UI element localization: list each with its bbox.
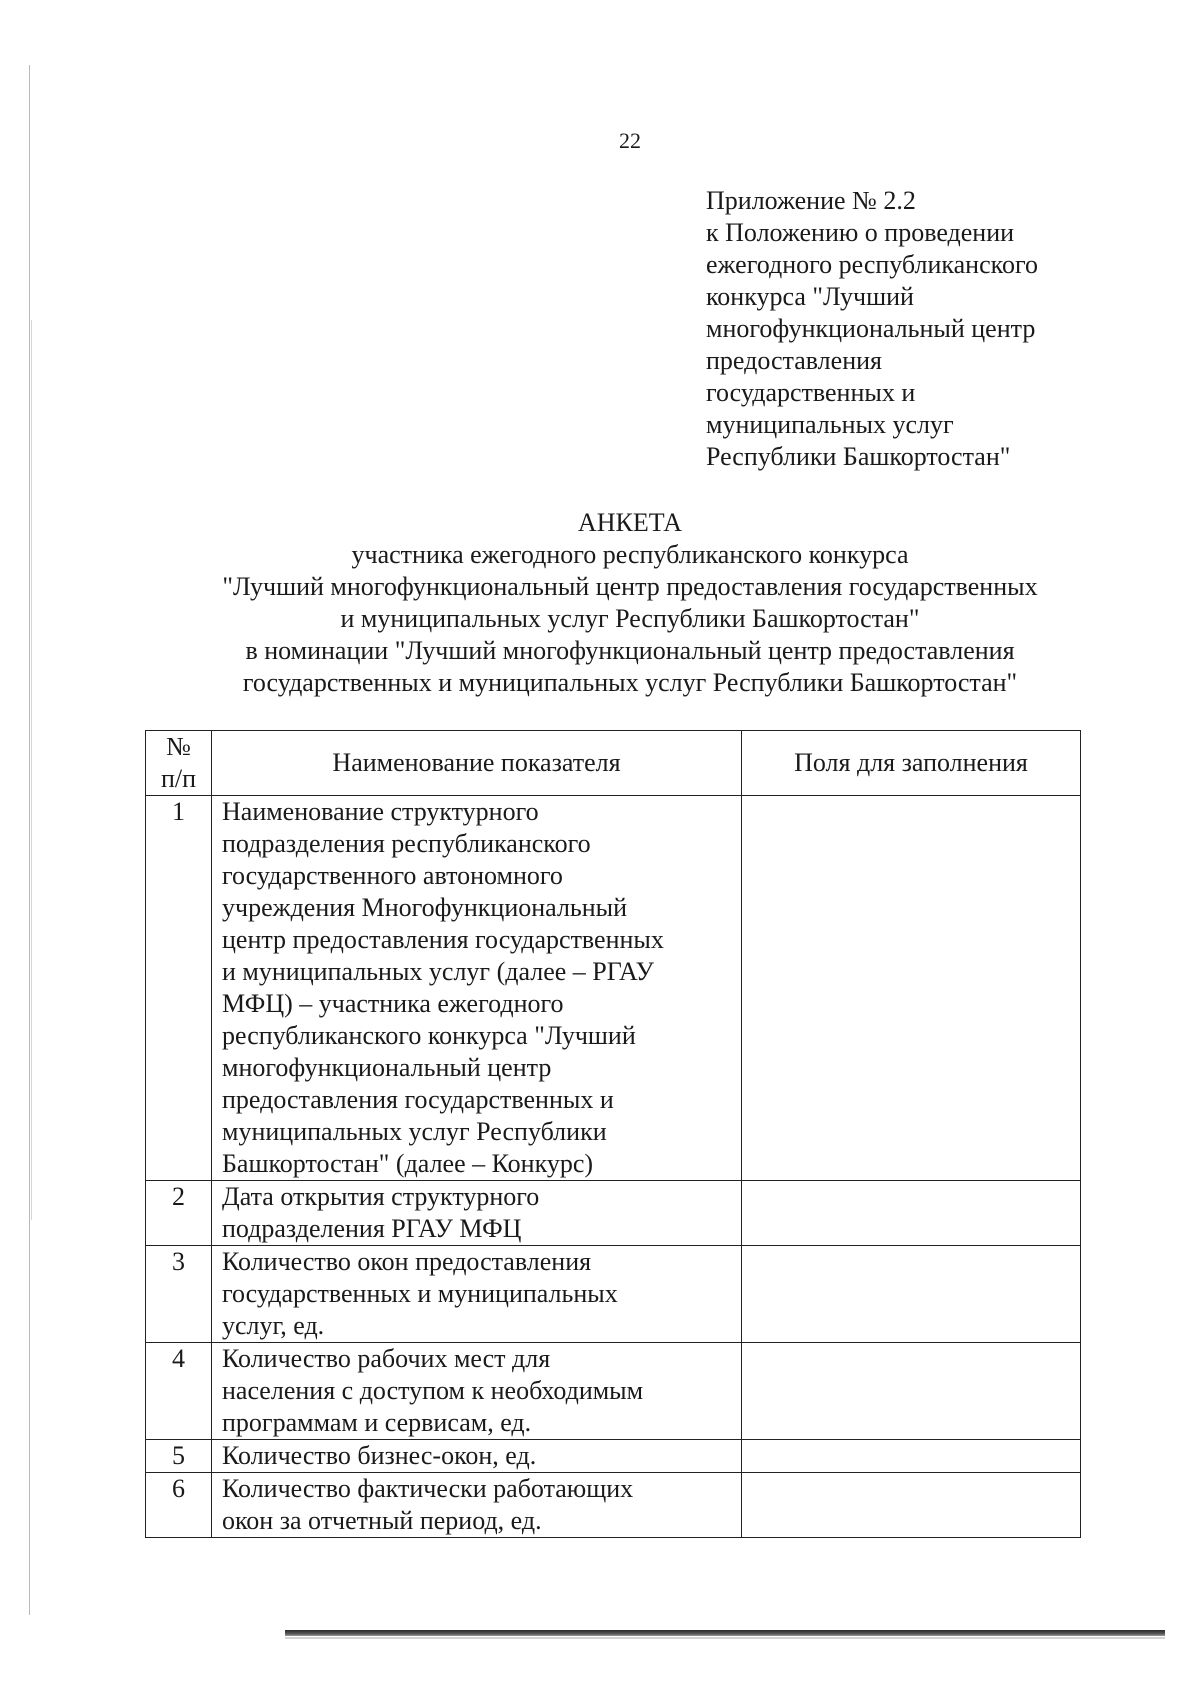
- appendix-line: муниципальных услуг: [706, 410, 954, 439]
- table-row: [146, 1343, 1081, 1440]
- appendix-line: государственных и: [706, 378, 916, 407]
- appendix-line: многофункциональный центр: [706, 314, 1036, 343]
- row-text-line: многофункциональный центр: [222, 1053, 552, 1082]
- fill-field-cell[interactable]: [742, 1473, 1081, 1538]
- row-number: 1: [146, 796, 212, 1181]
- fill-field-cell[interactable]: [742, 1343, 1081, 1440]
- row-text-line: МФЦ) – участника ежегодного: [222, 989, 564, 1018]
- appendix-line: Приложение № 2.2: [706, 186, 916, 215]
- table-row: [146, 1473, 1081, 1538]
- row-text-line: и муниципальных услуг (далее – РГАУ: [222, 957, 654, 986]
- row-text-line: Количество рабочих мест для: [222, 1344, 551, 1373]
- row-indicator-name: [212, 1440, 742, 1473]
- table-row: [146, 1440, 1081, 1473]
- row-text-line: окон за отчетный период, ед.: [222, 1506, 542, 1535]
- row-text-line: центр предоставления государственных: [222, 925, 664, 954]
- row-indicator-name: [212, 1473, 742, 1538]
- table-row: [146, 1181, 1081, 1246]
- fill-field-cell[interactable]: [742, 1440, 1081, 1473]
- header-number-label: п/п: [160, 764, 197, 793]
- table-row: [146, 796, 1081, 1181]
- row-number: 3: [146, 1246, 212, 1343]
- header-number: [146, 731, 212, 796]
- row-indicator-name: [212, 1246, 742, 1343]
- row-text-line: подразделения РГАУ МФЦ: [222, 1214, 522, 1243]
- row-text-line: подразделения республиканского: [222, 829, 591, 858]
- row-text-line: населения с доступом к необходимым: [222, 1376, 644, 1405]
- table-row: [146, 1246, 1081, 1343]
- row-number: 5: [146, 1440, 212, 1473]
- scan-edge-line-faint: [31, 320, 32, 1220]
- survey-table: [145, 730, 1081, 1538]
- fill-field-cell[interactable]: [742, 1246, 1081, 1343]
- row-number: 2: [146, 1181, 212, 1246]
- appendix-note: [706, 185, 1126, 473]
- row-text-line: муниципальных услуг Республики: [222, 1117, 607, 1146]
- scan-edge-line: [29, 65, 30, 1615]
- appendix-line: конкурса "Лучший: [706, 282, 914, 311]
- header-indicator-name: Наименование показателя: [212, 731, 742, 796]
- page-number: 22: [619, 128, 641, 153]
- row-text-line: услуг, ед.: [222, 1311, 325, 1340]
- header-number-symbol: №: [166, 732, 191, 761]
- row-text-line: учреждения Многофункциональный: [222, 893, 628, 922]
- row-indicator-name: [212, 1181, 742, 1246]
- appendix-line: ежегодного республиканского: [706, 250, 1038, 279]
- scan-edge-bar-shadow: [285, 1637, 1165, 1639]
- row-text-line: Количество фактически работающих: [222, 1474, 634, 1503]
- scan-edge-bar: [285, 1630, 1165, 1636]
- row-text-line: предоставления государственных и: [222, 1085, 614, 1114]
- row-text-line: Дата открытия структурного: [222, 1182, 540, 1211]
- appendix-line: Республики Башкортостан": [706, 442, 1011, 471]
- row-text-line: Башкортостан" (далее – Конкурс): [222, 1149, 594, 1178]
- title-line: "Лучший многофункциональный центр предоставления государственных: [222, 572, 1038, 601]
- header-fill-field: Поля для заполнения: [742, 731, 1081, 796]
- row-text-line: Количество окон предоставления: [222, 1247, 592, 1276]
- row-text-line: программам и сервисам, ед.: [222, 1408, 532, 1437]
- table-header-row: [146, 731, 1081, 796]
- row-number: 4: [146, 1343, 212, 1440]
- title-line: государственных и муниципальных услуг Республики Башкортостан": [242, 668, 1018, 697]
- title-heading: АНКЕТА: [577, 508, 683, 537]
- row-text-line: государственного автономного: [222, 861, 563, 890]
- title-line: участника ежегодного республиканского конкурса: [351, 540, 909, 569]
- fill-field-cell[interactable]: [742, 796, 1081, 1181]
- row-indicator-name: [212, 796, 742, 1181]
- appendix-line: предоставления: [706, 346, 882, 375]
- row-number: 6: [146, 1473, 212, 1538]
- row-text-line: государственных и муниципальных: [222, 1279, 618, 1308]
- title-line: и муниципальных услуг Республики Башкортостан": [340, 604, 920, 633]
- document-title: [140, 507, 1120, 699]
- row-indicator-name: [212, 1343, 742, 1440]
- title-line: в номинации "Лучший многофункциональный центр предоставления: [245, 636, 1015, 665]
- row-text-line: Количество бизнес-окон, ед.: [222, 1441, 537, 1470]
- appendix-line: к Положению о проведении: [706, 218, 1015, 247]
- row-text-line: Наименование структурного: [222, 797, 539, 826]
- fill-field-cell[interactable]: [742, 1181, 1081, 1246]
- row-text-line: республиканского конкурса "Лучший: [222, 1021, 636, 1050]
